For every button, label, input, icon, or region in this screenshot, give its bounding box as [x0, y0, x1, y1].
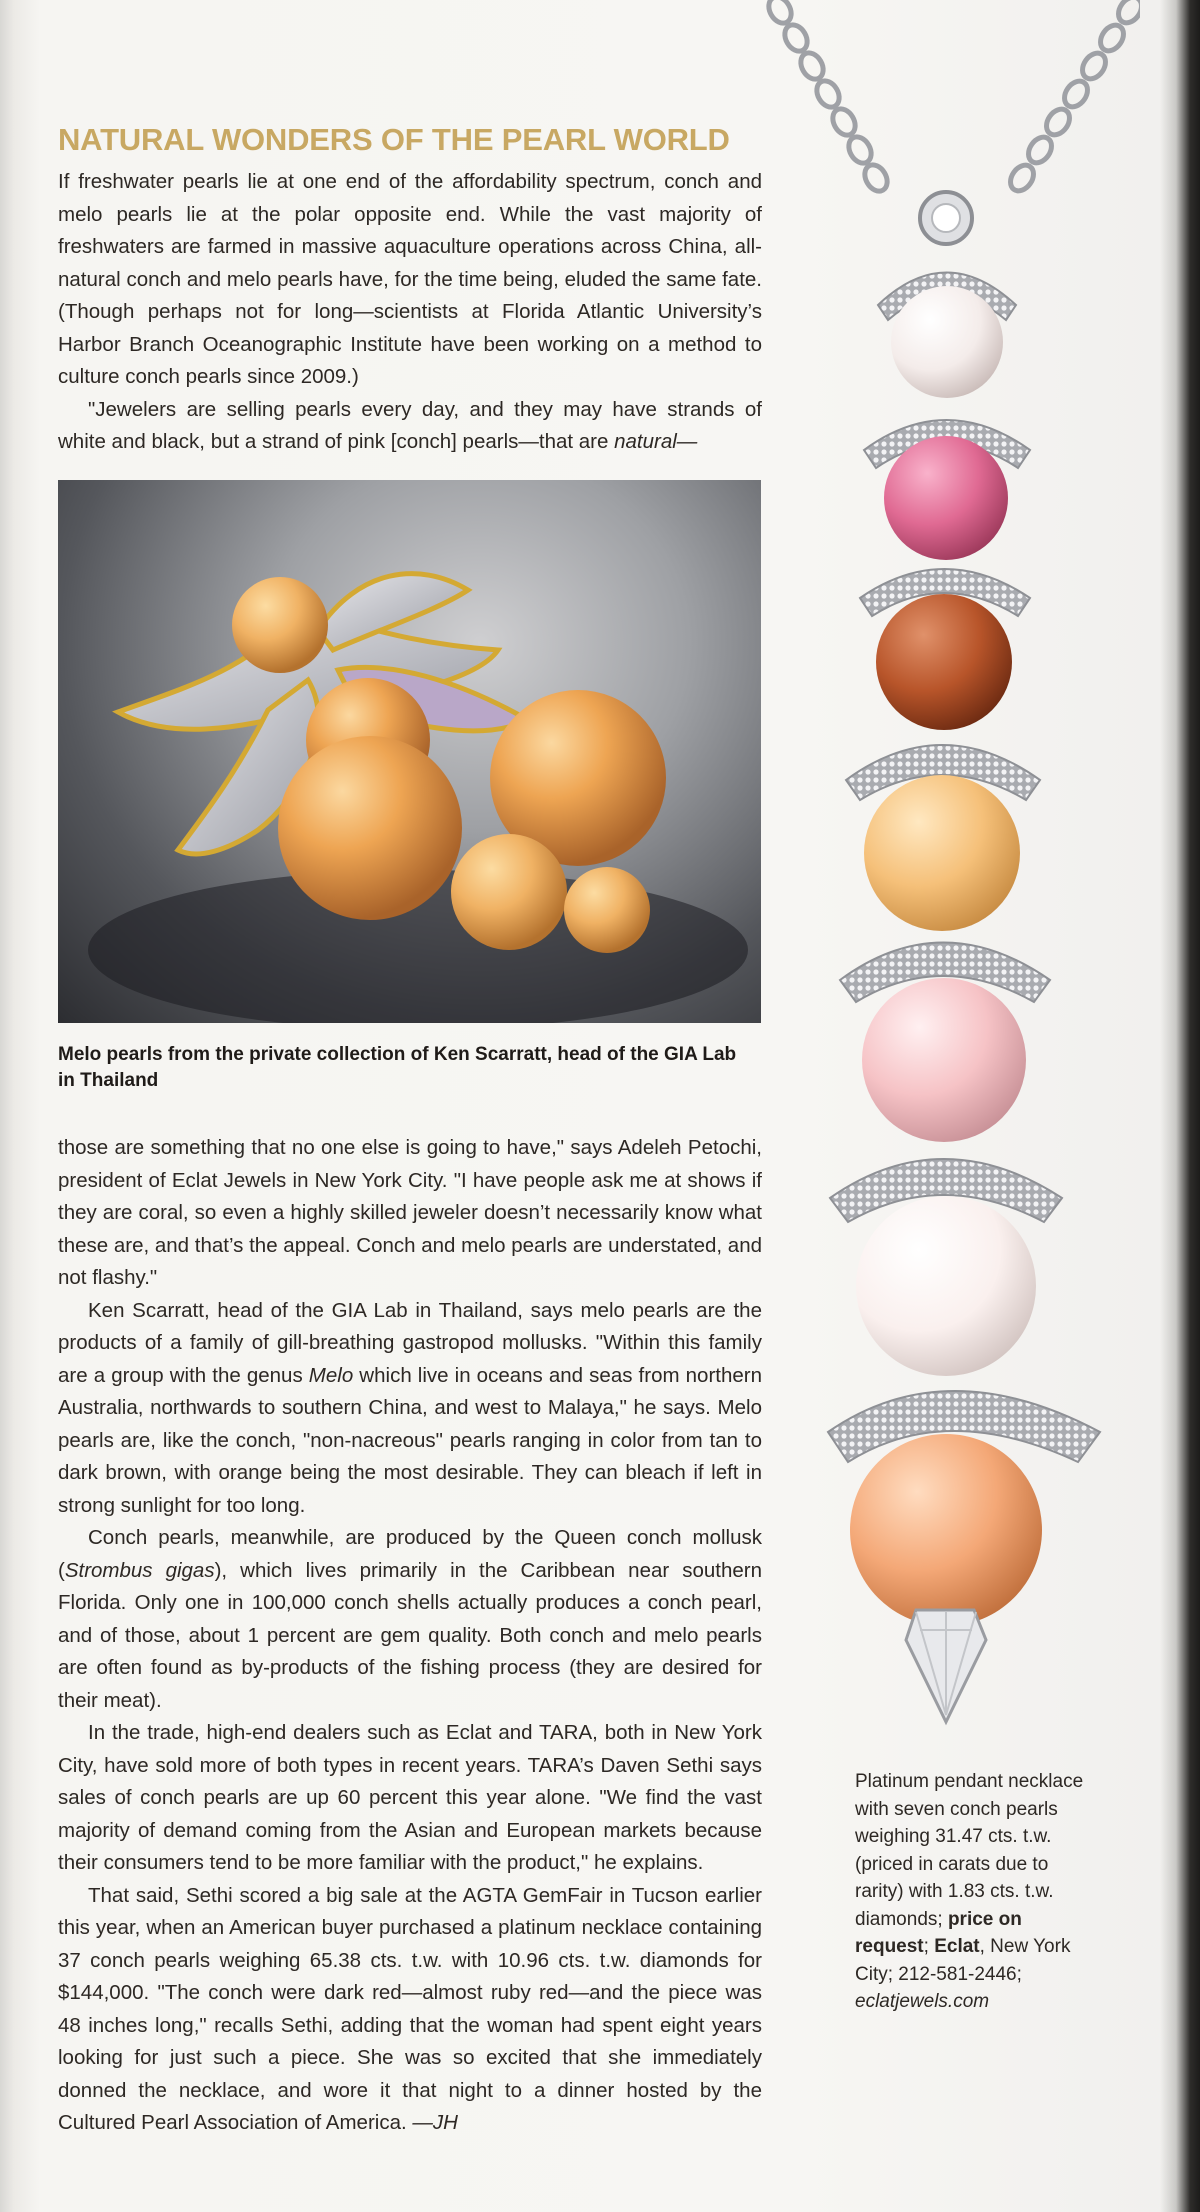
- brand-contact: , New York City; 212-581-2446;: [855, 1936, 1071, 1985]
- necklace-chain: [764, 0, 1140, 195]
- conch-pearl-pendant-necklace: [760, 0, 1140, 1740]
- conch-pearl-orange: [850, 1434, 1042, 1626]
- paragraph-trade: In the trade, high-end dealers such as Eclat and TARA, both in New York City, have sold more of both types in recent years. TARA’s Daven Sethi says sales of conch pearls are up 60 percent this year alone. "We find the vast majority of demand coming from the Asian and European markets because their consumers tend to be more familiar with the product," he explains.: [58, 1721, 762, 1874]
- melo-pearls-illustration: [58, 480, 761, 1023]
- caption-separator: ;: [923, 1936, 935, 1957]
- paragraph-quote-start: [58, 394, 762, 459]
- conch-pearl-pink: [884, 436, 1008, 560]
- paragraph-scarratt: [58, 1295, 762, 1523]
- conch-pearl-white-large: [856, 1196, 1036, 1376]
- paragraph-petochi: those are something that no one else is going to have," says Adeleh Petochi, president of Eclat Jewels in New York City. "I have people ask me at shows if they are coral, so even a highly skilled jeweler doesn’t necessarily know what these are, and that’s the appeal. Conch and melo pearls are understated, and not flashy.": [58, 1136, 762, 1289]
- brand-website: eclatjewels.com: [855, 1991, 990, 2012]
- conch-pearl-white: [891, 286, 1003, 398]
- conch-text-rest: ), which lives primarily in the Caribbean near southern Florida. Only one in 100,000 conch shells actually produces a conch pearl, and of those, about 1 percent are gem quality. Both conch and melo pearls are often found as by-products of the fishing process (they are desired for their meat).: [58, 1558, 762, 1712]
- conch-text-start: Conch pearls, meanwhile, are produced by the Queen conch mollusk (: [58, 1526, 762, 1582]
- paragraph-conch: [58, 1522, 762, 1717]
- pendant-price: price on request: [855, 1908, 1022, 1957]
- melo-genus: Melo: [308, 1363, 354, 1387]
- paragraph-sethi: [58, 1880, 762, 2140]
- pendant-caption: [855, 1768, 1095, 2016]
- photo-caption: Melo pearls from the private collection of Ken Scarratt, head of the GIA Lab in Thailand: [58, 1044, 737, 1091]
- natural-word: natural—: [614, 430, 698, 453]
- author-signoff: —JH: [412, 2111, 458, 2134]
- sethi-text: That said, Sethi scored a big sale at the AGTA GemFair in Tucson earlier this year, when an American buyer purchased a platinum necklace containing 37 conch pearls weighing 65.38 cts. t.w. with 10.96 cts. t.w. diamonds for $144,000. "The conch were dark red—almost ruby red—and the piece was 48 inches long," recalls Sethi, adding that the woman had spent eight years looking for just such a piece. She was so excited that she immediately donned the necklace, and wore it that night to a dinner hosted by the Cultured Pearl Association of America.: [58, 1883, 762, 2134]
- article-body-top: [58, 166, 762, 459]
- pendant-description: Platinum pendant necklace with seven conch pearls weighing 31.47 cts. t.w. (priced in carats due to rarity) with 1.83 cts. t.w. diamonds;: [855, 1771, 1084, 1930]
- melo-pearls-photo: [58, 480, 761, 1023]
- conch-pearl-brown: [876, 594, 1012, 730]
- conch-pearl-peach: [864, 775, 1020, 931]
- conch-pearl-light-pink: [862, 978, 1026, 1142]
- scarratt-text-start: Ken Scarratt, head of the GIA Lab in Thailand, says melo pearls are the products of a family of gill-breathing gastropod mollusks. "Within this family are a group with the genus: [58, 1298, 762, 1387]
- article-title: NATURAL WONDERS OF THE PEARL WORLD: [58, 122, 730, 157]
- article-body-bottom: [58, 1132, 762, 2140]
- scarratt-text-rest: which live in oceans and seas from northern Australia, northwards to southern China, and west to Malaya," he says. Melo pearls are, like the conch, "non-nacreous" pearls ranging in color from tan to dark brown, with orange being the most desirable. They can bleach if left in strong sunlight for too long.: [58, 1363, 762, 1517]
- paragraph-intro: If freshwater pearls lie at one end of the affordability spectrum, conch and melo pearls lie at the polar opposite end. While the vast majority of freshwaters are farmed in massive aquaculture operations across China, all-natural conch and melo pearls have, for the time being, eluded the same fate. (Though perhaps not for long—scientists at Florida Atlantic University’s Harbor Branch Oceanographic Institute have been working on a method to culture conch pearls since 2009.): [58, 170, 762, 388]
- pendant-brand: Eclat: [934, 1936, 980, 1957]
- quote-start-text: "Jewelers are selling pearls every day, and they may have strands of white and black, but a strand of pink [conch] pearls—that are: [58, 397, 762, 453]
- strombus-species: Strombus gigas: [64, 1558, 215, 1582]
- pendant-illustration: [760, 0, 1140, 1740]
